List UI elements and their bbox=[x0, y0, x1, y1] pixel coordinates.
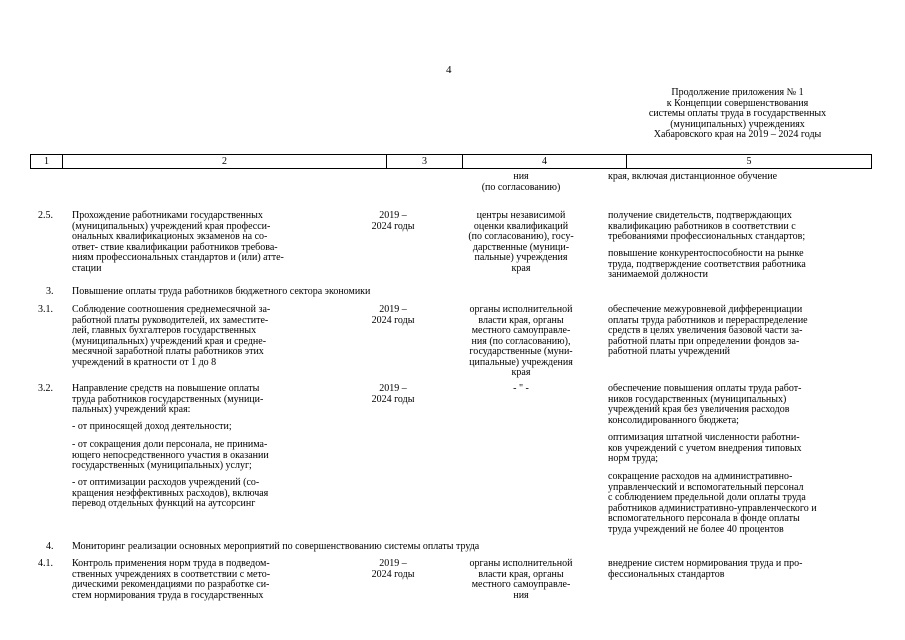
row-3-2-activity bbox=[72, 384, 263, 416]
header-col-2: 2 bbox=[63, 155, 387, 168]
text-line: 2024 годы bbox=[371, 220, 415, 232]
section-4-title: Мониторинг реализации основных мероприятий по совершенствованию системы оплаты труда bbox=[72, 541, 480, 552]
text-line: государственные (муни- bbox=[469, 346, 573, 357]
text-line: работной платы руководителей, их заместите- bbox=[72, 314, 269, 326]
text-line: получение свидетельств, подтверждающих bbox=[608, 210, 792, 221]
text-line: ципальные) учреждения bbox=[469, 356, 573, 368]
text-line: труда учреждений не более 40 процентов bbox=[608, 523, 784, 535]
row-4-1-num: 4.1. bbox=[38, 558, 53, 569]
text-line: консолидированного бюджета; bbox=[608, 414, 739, 426]
text-line: Прохождение работниками государственных bbox=[72, 210, 263, 221]
text-line: ниям профессиональных стандартов и (или) атте- bbox=[72, 252, 284, 263]
text-line: (муниципальных) учреждений края професси- bbox=[72, 220, 271, 232]
text-line: - от сокращения доли персонала, не принима- bbox=[72, 439, 268, 450]
text-line: 2019 – bbox=[379, 383, 407, 394]
header-col-1: 1 bbox=[31, 155, 63, 168]
row-4-1-executors bbox=[440, 559, 602, 601]
text-line: дарственные (муници- bbox=[472, 241, 570, 253]
text-line: 2019 – bbox=[379, 558, 407, 569]
text-line: (по согласованию) bbox=[481, 181, 561, 193]
row-3-1-activity bbox=[72, 305, 270, 368]
text-line: органы исполнительной bbox=[469, 304, 573, 315]
row-2-5-result-b bbox=[608, 249, 806, 281]
text-line: вспомогательного персонала в фонде оплаты bbox=[608, 513, 800, 524]
row-3-1-period bbox=[362, 305, 424, 326]
row-3-2-bullet-3 bbox=[72, 478, 268, 510]
text-line: средств в целях увеличения базовой части за- bbox=[608, 325, 803, 336]
section-4-num: 4. bbox=[46, 541, 54, 552]
appendix-heading bbox=[600, 88, 875, 141]
header-col-3: 3 bbox=[387, 155, 463, 168]
text-line: труда, подтверждение соответствия работника bbox=[608, 258, 806, 270]
text-line: внедрение систем нормирования труда и про- bbox=[608, 558, 803, 569]
text-line: стем нормирования труда в государственных bbox=[72, 589, 264, 601]
row-3-2-executors bbox=[440, 384, 602, 395]
text-line: фессиональных стандартов bbox=[608, 568, 725, 580]
cont-col4 bbox=[440, 172, 602, 193]
text-line: (муниципальных) учреждений края и средне- bbox=[72, 335, 267, 347]
text-line: ков учреждений с учетом внедрения типовых bbox=[608, 442, 802, 454]
text-line: 2024 годы bbox=[371, 314, 415, 326]
text-line: месячной заработной платы работников этих bbox=[72, 346, 264, 357]
text-line: пальных) учреждений края: bbox=[72, 404, 191, 415]
row-3-2-bullet-2 bbox=[72, 440, 269, 472]
text-line: работной платы учреждений bbox=[608, 346, 731, 357]
text-line: 2019 – bbox=[379, 304, 407, 315]
header-col-5: 5 bbox=[746, 156, 752, 167]
text-line: ния bbox=[513, 171, 529, 182]
text-line: местного самоуправле- bbox=[471, 325, 571, 336]
text-line: органы исполнительной bbox=[469, 558, 573, 569]
appendix-line: (муниципальных) учреждениях bbox=[670, 118, 805, 130]
text-line: ния (по согласованию), bbox=[471, 335, 571, 347]
text-line: - от оптимизации расходов учреждений (со- bbox=[72, 477, 260, 488]
text-line: ющего непосредственного участия в оказании bbox=[72, 449, 269, 461]
row-3-2-period bbox=[362, 384, 424, 405]
text-line: 2024 годы bbox=[371, 568, 415, 580]
row-2-5-executors bbox=[440, 211, 602, 274]
text-line: занимаемой должности bbox=[608, 269, 709, 280]
text-line: лей, главных бухгалтеров государственных bbox=[72, 325, 257, 336]
text-line: ния bbox=[513, 589, 529, 601]
text-line: с соблюдением предельной доли оплаты труда bbox=[608, 492, 806, 503]
text-line: обеспечение межуровневой дифференциации bbox=[608, 304, 803, 315]
text-line: учреждений края без увеличения расходов bbox=[608, 404, 790, 415]
text-line: власти края, органы bbox=[478, 568, 564, 580]
row-3-2-result-b bbox=[608, 433, 802, 465]
row-3-2-bullet-1 bbox=[72, 422, 232, 433]
appendix-line: системы оплаты труда в государственных bbox=[648, 108, 827, 119]
row-3-1-result bbox=[608, 305, 808, 358]
text-line: Контроль применения норм труда в подведом- bbox=[72, 558, 270, 569]
text-line: оплаты труда работников и перераспределение bbox=[608, 314, 808, 326]
text-line: - от приносящей доход деятельности; bbox=[72, 421, 232, 432]
row-3-2-result-a bbox=[608, 384, 801, 426]
text-line: перевод отдельных функций на аутсорсинг bbox=[72, 498, 256, 509]
text-line: края bbox=[511, 262, 531, 274]
text-line: сокращение расходов на административно- bbox=[608, 471, 793, 482]
text-line: оптимизация штатной численности работни- bbox=[608, 432, 800, 443]
text-line: норм труда; bbox=[608, 453, 659, 464]
page-number: 4 bbox=[446, 64, 452, 76]
text-line: работной платы при определении фондов за- bbox=[608, 335, 800, 347]
row-2-5-result-a bbox=[608, 211, 805, 243]
row-3-2-result-c bbox=[608, 472, 817, 535]
text-line: Соблюдение соотношения среднемесячной за- bbox=[72, 304, 271, 315]
text-line: труда работников государственных (муници- bbox=[72, 393, 264, 405]
row-4-1-period bbox=[362, 559, 424, 580]
text-line: пальные) учреждения bbox=[474, 252, 568, 263]
row-3-2-num: 3.2. bbox=[38, 383, 53, 394]
text-line: повышение конкурентоспособности на рынке bbox=[608, 248, 804, 259]
section-3-num: 3. bbox=[46, 286, 54, 297]
text-line: стации bbox=[72, 262, 102, 274]
row-4-1-result bbox=[608, 559, 802, 580]
row-3-1-num: 3.1. bbox=[38, 304, 53, 315]
text-line: края, включая дистанционное обучение bbox=[608, 171, 778, 182]
text-line: Направление средств на повышение оплаты bbox=[72, 383, 260, 394]
text-line: центры независимой bbox=[476, 210, 566, 221]
text-line: государственных (муниципальных) услуг; bbox=[72, 460, 252, 471]
text-line: власти края, органы bbox=[478, 314, 564, 326]
text-line: (по согласованию), госу- bbox=[468, 231, 574, 242]
row-4-1-activity bbox=[72, 559, 270, 601]
text-line: кращения неэффективных расходов), включая bbox=[72, 487, 269, 499]
appendix-line: Продолжение приложения № 1 bbox=[671, 87, 804, 98]
section-3-title: Повышение оплаты труда работников бюджетного сектора экономики bbox=[72, 286, 371, 297]
row-3-1-executors bbox=[440, 305, 602, 379]
text-line: управленческий и вспомогательный персонал bbox=[608, 481, 804, 493]
text-line: - " - bbox=[513, 383, 529, 394]
text-line: 2019 – bbox=[379, 210, 407, 221]
text-line: квалификацию работников в соответствии с bbox=[608, 220, 796, 232]
text-line: ственных учреждениях в соответствии с мето- bbox=[72, 568, 271, 580]
text-line: ональных квалификационых экзаменов на со- bbox=[72, 231, 268, 242]
text-line: дическими рекомендациями по разработке си- bbox=[72, 579, 270, 590]
text-line: учреждений в кратности от 1 до 8 bbox=[72, 356, 217, 368]
row-2-5-period bbox=[362, 211, 424, 232]
appendix-line: Хабаровского края на 2019 – 2024 годы bbox=[653, 129, 822, 140]
text-line: местного самоуправле- bbox=[471, 579, 571, 590]
text-line: требованиями профессиональных стандартов; bbox=[608, 231, 806, 242]
appendix-line: к Концепции совершенствования bbox=[666, 97, 809, 109]
text-line: 2024 годы bbox=[371, 393, 415, 405]
text-line: обеспечение повышения оплаты труда работ- bbox=[608, 383, 802, 394]
text-line: оценки квалификаций bbox=[473, 220, 569, 232]
row-2-5-activity bbox=[72, 211, 284, 274]
cont-col5 bbox=[608, 172, 777, 183]
text-line: края bbox=[511, 367, 531, 378]
header-col-4: 4 bbox=[463, 155, 627, 168]
text-line: ников государственных (муниципальных) bbox=[608, 393, 787, 405]
text-line: работников административно-управленческого и bbox=[608, 502, 817, 514]
table-header-row bbox=[30, 154, 872, 169]
text-line: ответ- ствие квалификации работников требова- bbox=[72, 241, 278, 253]
row-2-5-num: 2.5. bbox=[38, 210, 53, 221]
